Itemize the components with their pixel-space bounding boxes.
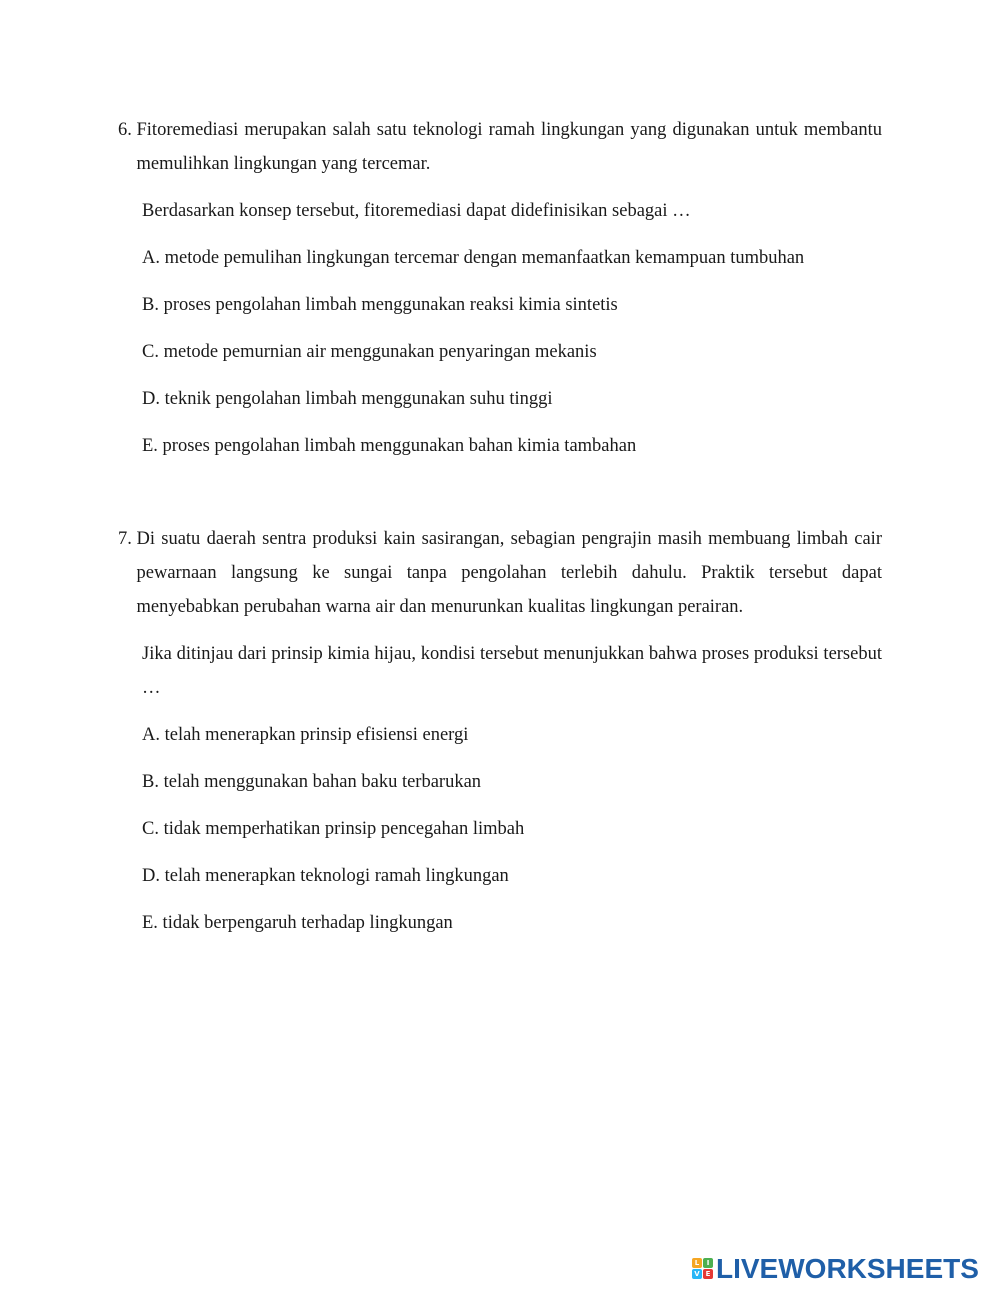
- logo-mark-letter: I: [703, 1258, 713, 1268]
- answer-options: [142, 241, 882, 463]
- logo-mark-letter: E: [703, 1269, 713, 1279]
- option-d[interactable]: D. telah menerapkan teknologi ramah lingkungan: [142, 866, 509, 886]
- question-number: 7.: [118, 529, 132, 549]
- option-c[interactable]: C. tidak memperhatikan prinsip pencegahan limbah: [142, 819, 525, 839]
- option-e[interactable]: E. tidak berpengaruh terhadap lingkungan: [142, 913, 453, 933]
- option-d[interactable]: D. teknik pengolahan limbah menggunakan suhu tinggi: [142, 389, 553, 409]
- question-prompt: Berdasarkan konsep tersebut, fitoremediasi dapat didefinisikan sebagai …: [142, 201, 691, 221]
- option-b[interactable]: B. proses pengolahan limbah menggunakan reaksi kimia sintetis: [142, 295, 618, 315]
- question-prompt: Jika ditinjau dari prinsip kimia hijau, kondisi tersebut menunjukkan bahwa proses produksi tersebut …: [142, 644, 882, 698]
- logo-mark-letter: V: [692, 1269, 702, 1279]
- logo-text: LIVEWORKSHEETS: [716, 1253, 979, 1284]
- option-e[interactable]: E. proses pengolahan limbah menggunakan bahan kimia tambahan: [142, 436, 637, 456]
- question-7: [118, 522, 882, 940]
- logo-mark-letter: L: [692, 1258, 702, 1268]
- option-b[interactable]: B. telah menggunakan bahan baku terbarukan: [142, 772, 482, 792]
- answer-options: [142, 718, 882, 940]
- liveworksheets-logo: [692, 1254, 979, 1284]
- question-number: 6.: [118, 120, 132, 140]
- option-c[interactable]: C. metode pemurnian air menggunakan penyaringan mekanis: [142, 342, 597, 362]
- question-text: Fitoremediasi merupakan salah satu teknologi ramah lingkungan yang digunakan untuk membantu memulihkan lingkungan yang tercemar.: [136, 120, 882, 174]
- liveworksheets-logo-icon: [692, 1258, 714, 1280]
- question-stem: [118, 522, 882, 624]
- question-text: Di suatu daerah sentra produksi kain sasirangan, sebagian pengrajin masih membuang limbah cair pewarnaan langsung ke sungai tanpa pengolahan terlebih dahulu. Praktik tersebut dapat menyebabkan perubahan warna air dan menurunkan kualitas lingkungan perairan.: [136, 529, 882, 617]
- option-a[interactable]: A. telah menerapkan prinsip efisiensi energi: [142, 725, 469, 745]
- option-a[interactable]: A. metode pemulihan lingkungan tercemar dengan memanfaatkan kemampuan tumbuhan: [142, 248, 805, 268]
- question-6: [118, 113, 882, 463]
- question-stem: [118, 113, 882, 181]
